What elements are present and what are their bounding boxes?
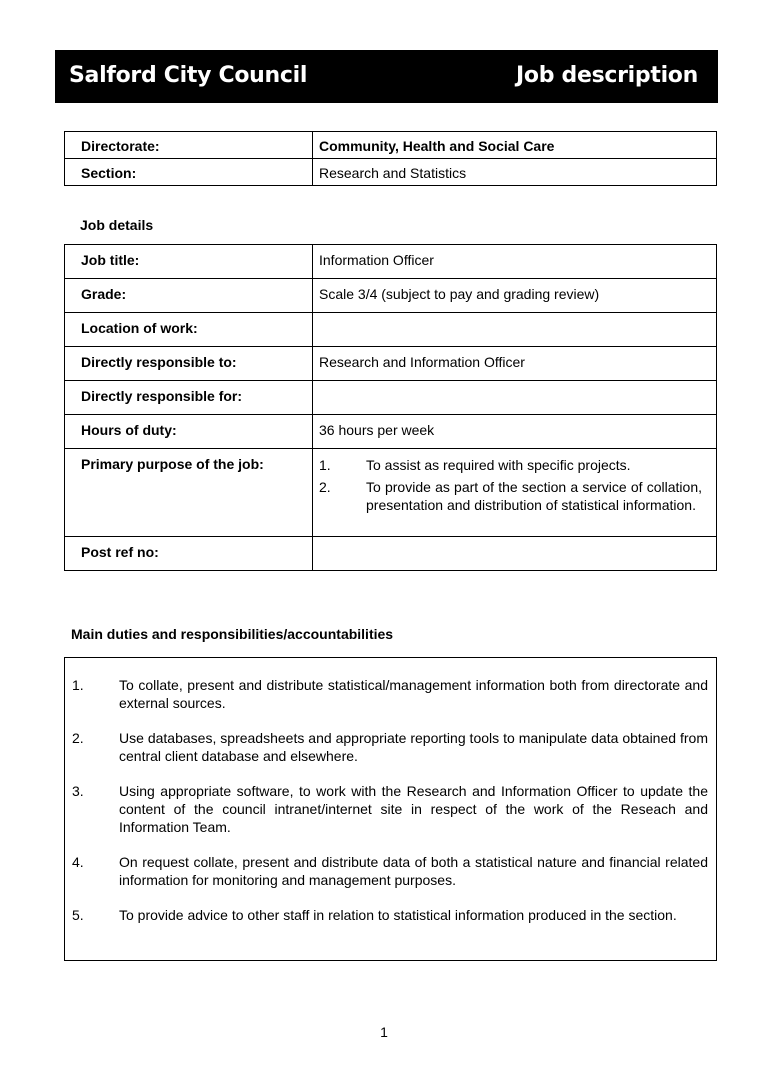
item-number: 2.: [319, 479, 331, 495]
table-row: [65, 449, 717, 537]
post-ref-value: [313, 537, 717, 571]
hours-label: Hours of duty:: [65, 415, 313, 449]
purpose-label: Primary purpose of the job:: [65, 449, 313, 537]
table-row: [65, 132, 717, 159]
table-row: [65, 381, 717, 415]
table-row: [65, 313, 717, 347]
item-number: 1.: [319, 457, 331, 473]
responsible-to-value: Research and Information Officer: [313, 347, 717, 381]
item-text: To collate, present and distribute statistical/management information both from directorate and external sources.: [119, 677, 708, 711]
table-row: [65, 347, 717, 381]
responsible-to-label: Directly responsible to:: [65, 347, 313, 381]
grade-value: Scale 3/4 (subject to pay and grading review): [313, 279, 717, 313]
grade-label: Grade:: [65, 279, 313, 313]
directorate-table: [64, 131, 717, 186]
item-text: Using appropriate software, to work with the Research and Information Officer to update the content of the council intranet/internet site in respect of the work of the Reseach and Information Team.: [119, 783, 708, 835]
table-row: [65, 159, 717, 186]
duties-box: [64, 657, 717, 961]
item-text: To provide advice to other staff in relation to statistical information produced in the section.: [119, 907, 677, 923]
list-item: [72, 676, 708, 712]
table-row: [65, 245, 717, 279]
job-details-table: [64, 244, 717, 571]
list-item: [319, 456, 716, 474]
list-item: [72, 729, 708, 765]
item-number: 1.: [72, 677, 84, 693]
purpose-value: [313, 449, 717, 537]
page-number: 1: [380, 1024, 388, 1040]
duties-heading: Main duties and responsibilities/accountabilities: [71, 626, 394, 642]
responsible-for-value: [313, 381, 717, 415]
header-banner: [55, 50, 718, 103]
table-row: [65, 279, 717, 313]
table-row: [65, 415, 717, 449]
item-number: 5.: [72, 907, 84, 923]
location-value: [313, 313, 717, 347]
item-text: To assist as required with specific projects.: [366, 457, 631, 473]
list-item: [72, 906, 708, 924]
table-row: [65, 537, 717, 571]
hours-value: 36 hours per week: [313, 415, 717, 449]
job-title-value: Information Officer: [313, 245, 717, 279]
purpose-list: [319, 456, 716, 514]
item-text: Use databases, spreadsheets and appropriate reporting tools to manipulate data obtained from central client database and elsewhere.: [119, 730, 708, 764]
list-item: [72, 782, 708, 836]
item-number: 2.: [72, 730, 84, 746]
council-name: Salford City Council: [69, 63, 308, 88]
item-text: On request collate, present and distribute data of both a statistical nature and financial related information for monitoring and management purposes.: [119, 854, 708, 888]
list-item: [72, 853, 708, 889]
location-label: Location of work:: [65, 313, 313, 347]
section-value: Research and Statistics: [313, 159, 717, 186]
post-ref-label: Post ref no:: [65, 537, 313, 571]
directorate-label: Directorate:: [65, 132, 313, 159]
item-number: 3.: [72, 783, 84, 799]
document-type: Job description: [516, 63, 698, 88]
job-title-label: Job title:: [65, 245, 313, 279]
item-text: To provide as part of the section a service of collation, presentation and distribution of statistical information.: [366, 479, 702, 513]
section-label: Section:: [65, 159, 313, 186]
responsible-for-label: Directly responsible for:: [65, 381, 313, 415]
list-item: [319, 478, 716, 514]
item-number: 4.: [72, 854, 84, 870]
job-details-heading: Job details: [80, 217, 154, 233]
directorate-value: Community, Health and Social Care: [313, 132, 717, 159]
